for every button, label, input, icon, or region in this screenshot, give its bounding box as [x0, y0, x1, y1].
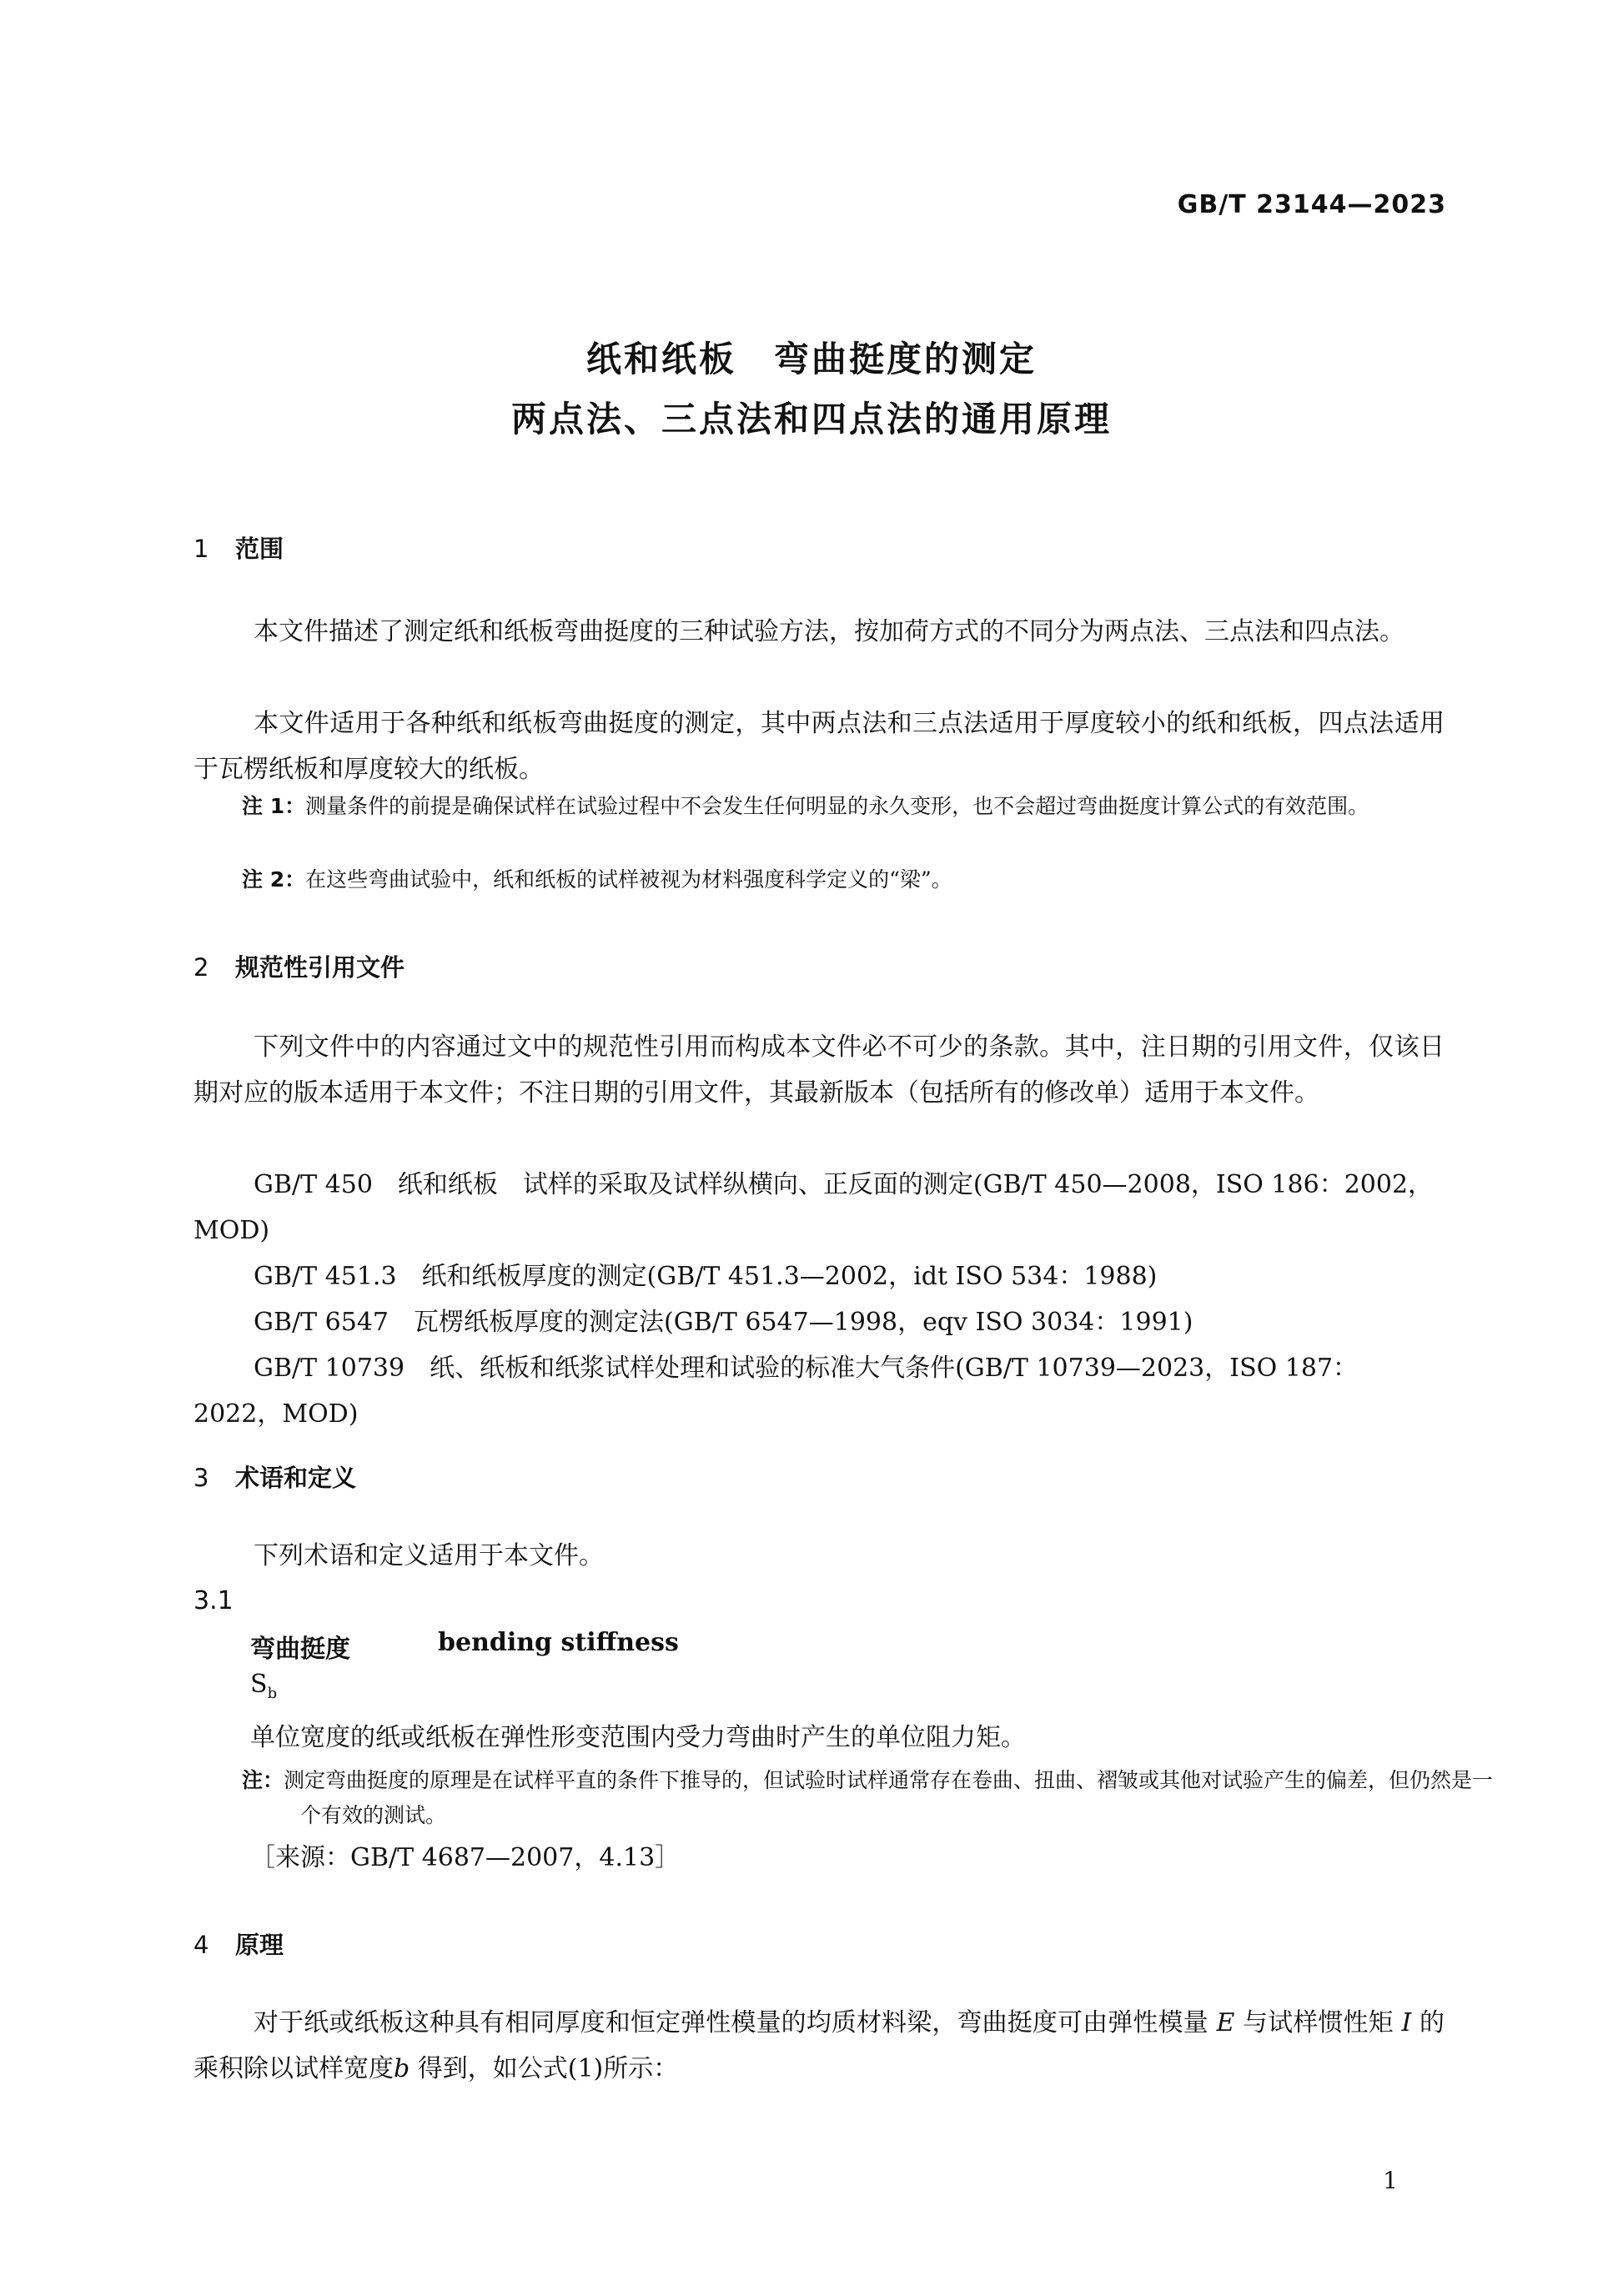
section3-intro: 下列术语和定义适用于本文件。	[254, 1541, 604, 1570]
section4-para	[193, 2000, 1445, 2092]
term-english: bending stiffness	[438, 1628, 679, 1657]
section4-number: 4	[193, 1931, 209, 1959]
section2-heading	[193, 949, 404, 983]
note2-text: 在这些弯曲试验中，纸和纸板的试样被视为材料强度科学定义的“梁”。	[305, 867, 952, 892]
note1-text: 测量条件的前提是确保试样在试验过程中不会发生任何明显的永久变形，也不会超过弯曲挺度计算公式的有效范围。	[305, 794, 1369, 818]
reference-item: GB/T 451.3 纸和纸板厚度的测定(GB/T 451.3—2002，idt ISO 534：1988)	[254, 1262, 1158, 1291]
symbol-subscript: b	[267, 1685, 278, 1702]
section1-note1	[242, 789, 1503, 824]
page-number: 1	[1383, 2167, 1398, 2194]
section1-note2	[242, 862, 1503, 897]
section3-number: 3	[193, 1464, 209, 1492]
symbol-base: S	[250, 1670, 268, 1699]
section3-title: 术语和定义	[235, 1464, 357, 1492]
section3-note	[242, 1763, 1503, 1833]
term-symbol	[250, 1670, 277, 1702]
section3-heading	[193, 1459, 356, 1494]
section1-heading	[193, 530, 284, 565]
section4-heading	[193, 1927, 284, 1961]
section1-number: 1	[193, 535, 209, 563]
note2-label: 注 2：	[242, 867, 306, 892]
term-number: 3.1	[193, 1586, 234, 1615]
term-source: ［来源：GB/T 4687—2007，4.13］	[250, 1843, 681, 1872]
section1-para2: 本文件适用于各种纸和纸板弯曲挺度的测定，其中两点法和三点法适用于厚度较小的纸和纸板，四点法适用于瓦楞纸板和厚度较大的纸板。	[193, 709, 1445, 784]
term-chinese: 弯曲挺度	[250, 1635, 350, 1664]
var-b: b	[394, 2054, 410, 2083]
section3-note-text: 测定弯曲挺度的原理是在试样平直的条件下推导的，但试验时试样通常存在卷曲、扭曲、褶皱或其他对试验产生的偏差，但仍然是一个有效的测试。	[284, 1768, 1494, 1827]
note1-label: 注 1：	[242, 794, 306, 818]
reference-item: GB/T 450 纸和纸板 试样的采取及试样纵横向、正反面的测定(GB/T 450—2008，ISO 186：2002，MOD)	[193, 1170, 1434, 1245]
principle-text-4: 得到，如公式(1)所示：	[417, 2054, 679, 2083]
principle-text-3: 的乘积除以试样宽度	[193, 2008, 1445, 2083]
section2-intro: 下列文件中的内容通过文中的规范性引用而构成本文件必不可少的条款。其中，注日期的引用文件，仅该日期对应的版本适用于本文件；不注日期的引用文件，其最新版本（包括所有的修改单）适用于本文件。	[193, 1032, 1445, 1108]
var-E: E	[1216, 2008, 1235, 2037]
principle-text-1: 对于纸或纸板这种具有相同厚度和恒定弹性模量的均质材料梁，弯曲挺度可由弹性模量	[254, 2008, 1208, 2037]
section4-title: 原理	[235, 1931, 284, 1959]
standard-number: GB/T 23144—2023	[1177, 190, 1446, 219]
section1-title: 范围	[235, 535, 284, 563]
section2-number: 2	[193, 953, 209, 982]
section3-note-label: 注：	[242, 1768, 284, 1792]
section1-para1: 本文件描述了测定纸和纸板弯曲挺度的三种试验方法，按加荷方式的不同分为两点法、三点法和四点法。	[254, 617, 1404, 646]
reference-item: GB/T 10739 纸、纸板和纸浆试样处理和试验的标准大气条件(GB/T 10739—2023，ISO 187：2022，MOD)	[193, 1354, 1359, 1429]
var-I: I	[1401, 2008, 1412, 2037]
title-line1: 纸和纸板 弯曲挺度的测定	[585, 339, 1037, 379]
reference-item: GB/T 6547 瓦楞纸板厚度的测定法(GB/T 6547—1998，eqv ISO 3034：1991)	[254, 1308, 1193, 1337]
principle-text-2: 与试样惯性矩	[1243, 2008, 1394, 2037]
term-definition: 单位宽度的纸或纸板在弹性形变范围内受力弯曲时产生的单位阻力矩。	[250, 1723, 1026, 1752]
section2-title: 规范性引用文件	[235, 953, 405, 982]
title-line2: 两点法、三点法和四点法的通用原理	[510, 399, 1112, 440]
